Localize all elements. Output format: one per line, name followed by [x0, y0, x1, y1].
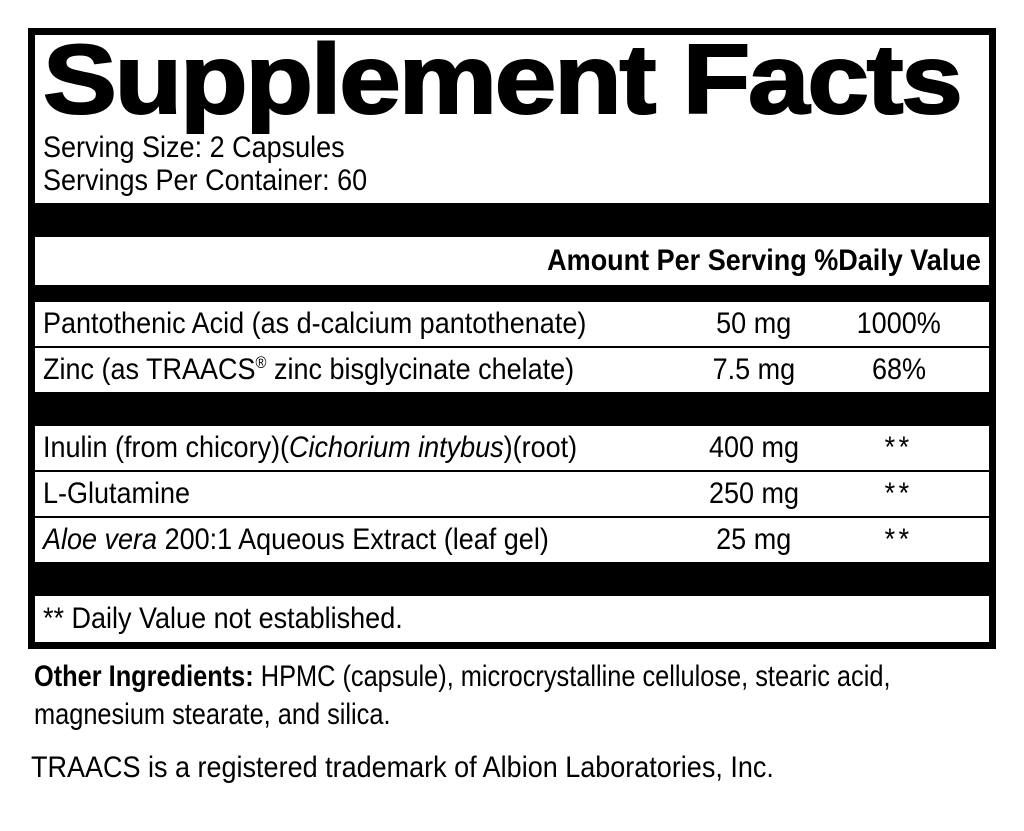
nutrient-row: [35, 346, 989, 392]
supplement-facts-panel: [28, 24, 996, 649]
nutrient-name: L-Glutamine: [43, 477, 191, 510]
trademark-note: TRAACS is a registered trademark of Albion Laboratories, Inc.: [31, 751, 774, 784]
other-ingredients-label: Other Ingredients:: [34, 660, 254, 693]
separator-bar-header: [35, 285, 989, 302]
nutrient-row: [35, 470, 989, 516]
nutrient-daily-value: **: [884, 477, 914, 510]
nutrient-row: [35, 426, 989, 470]
nutrient-row: [35, 516, 989, 562]
nutrient-row: [35, 302, 989, 346]
other-ingredients-paragraph: [34, 658, 989, 734]
amount-per-serving-header: Amount Per Serving: [547, 244, 807, 277]
servings-per-container: Servings Per Container: 60: [43, 164, 368, 197]
nutrient-amount: 7.5 mg: [712, 353, 796, 386]
separator-bar: [35, 562, 989, 596]
separator-bar-top: [35, 203, 989, 237]
nutrient-amount: 50 mg: [716, 307, 792, 340]
nutrient-name: Aloe vera 200:1 Aqueous Extract (leaf gel): [43, 523, 549, 556]
other-ingredients: [34, 658, 989, 734]
serving-size: Serving Size: 2 Capsules: [43, 131, 345, 164]
nutrient-amount: 250 mg: [708, 477, 800, 510]
column-headers: [35, 237, 989, 285]
nutrient-amount: 25 mg: [716, 523, 792, 556]
other-ingredients-text: HPMC (capsule), microcrystalline cellulose, stearic acid, magnesium stearate, and silica.: [34, 660, 891, 731]
nutrient-daily-value: 68%: [871, 353, 927, 386]
nutrient-amount: 400 mg: [708, 431, 800, 464]
panel-title-text: Supplement Facts: [43, 24, 961, 134]
daily-value-footnote: ** Daily Value not established.: [43, 602, 403, 635]
column-headers-text: [547, 244, 981, 278]
nutrient-items: [35, 302, 989, 596]
nutrient-daily-value: **: [884, 523, 914, 556]
nutrient-daily-value: **: [884, 431, 914, 464]
daily-value-header: %Daily Value: [814, 244, 981, 277]
nutrient-name: Pantothenic Acid (as d-calcium pantothenate): [43, 307, 587, 340]
nutrient-name: Zinc (as TRAACS® zinc bisglycinate chelate): [43, 353, 575, 386]
separator-bar: [35, 392, 989, 426]
panel-title: [43, 24, 989, 134]
nutrient-daily-value: 1000%: [856, 307, 942, 340]
nutrient-name: Inulin (from chicory)(Cichorium intybus)(root): [43, 431, 578, 464]
